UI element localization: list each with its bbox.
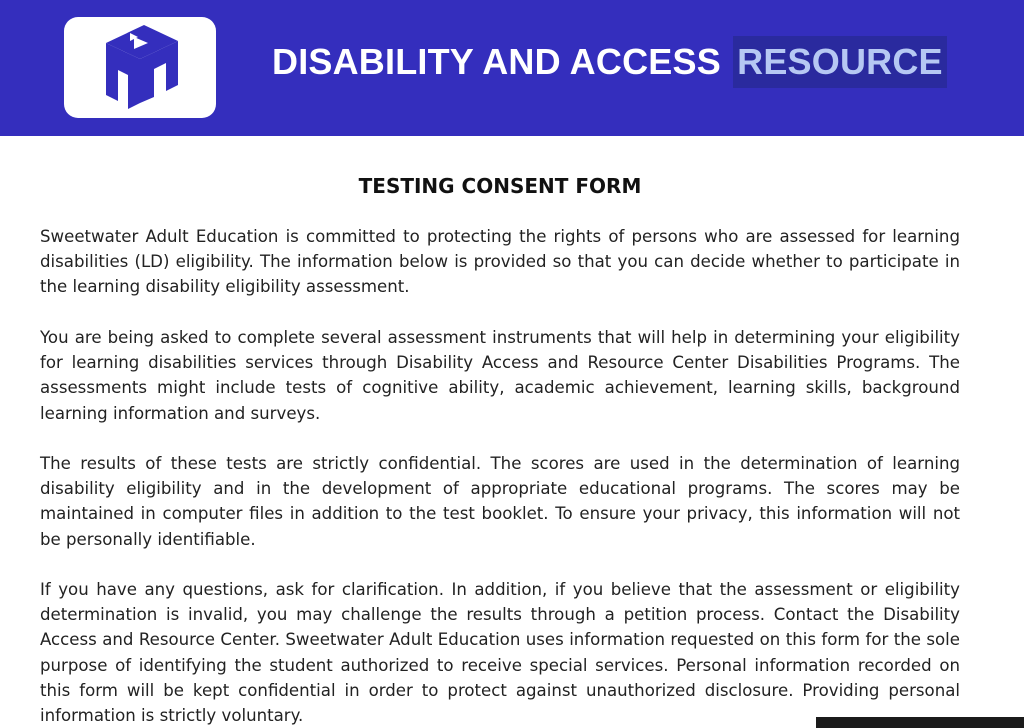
site-title xyxy=(272,36,947,88)
paragraph-assessments: You are being asked to complete several assessment instruments that will help in determining your eligibility for learning disabilities services through Disability Access and Resource Center Disabilities Programs. The assessments might include tests of cognitive ability, academic achievement, learning skills, background learning information and surveys. xyxy=(40,328,960,423)
dar-logo-icon xyxy=(92,23,188,111)
paragraph-confidentiality: The results of these tests are strictly confidential. The scores are used in the determination of learning disability eligibility and in the development of appropriate educational programs. The scores may be maintained in computer files in addition to the test booklet. To ensure your privacy, this information will not be personally identifiable. xyxy=(40,454,960,549)
bottom-toolbar[interactable] xyxy=(816,717,1024,728)
document-title: TESTING CONSENT FORM xyxy=(358,174,642,198)
logo[interactable] xyxy=(64,17,216,118)
site-header xyxy=(0,0,1024,136)
site-title-main: DISABILITY AND ACCESS xyxy=(272,41,721,82)
paragraph-questions: If you have any questions, ask for clarification. In addition, if you believe that the assessment or eligibility determination is invalid, you may challenge the results through a petition process. Contact the Disability Access and Resource Center. Sweetwater Adult Education uses information requested on this form for the sole purpose of identifying the student authorized to receive special services. Personal information recorded on this form will be kept confidential in order to protect against unauthorized disclosure. Providing personal information is strictly voluntary. xyxy=(40,580,960,726)
site-title-highlight: RESOURCE xyxy=(733,36,947,88)
paragraph-purpose: Sweetwater Adult Education is committed to protecting the rights of persons who are assessed for learning disabilities (LD) eligibility. The information below is provided so that you can decide whether to participate in the learning disability eligibility assessment. xyxy=(40,227,960,297)
